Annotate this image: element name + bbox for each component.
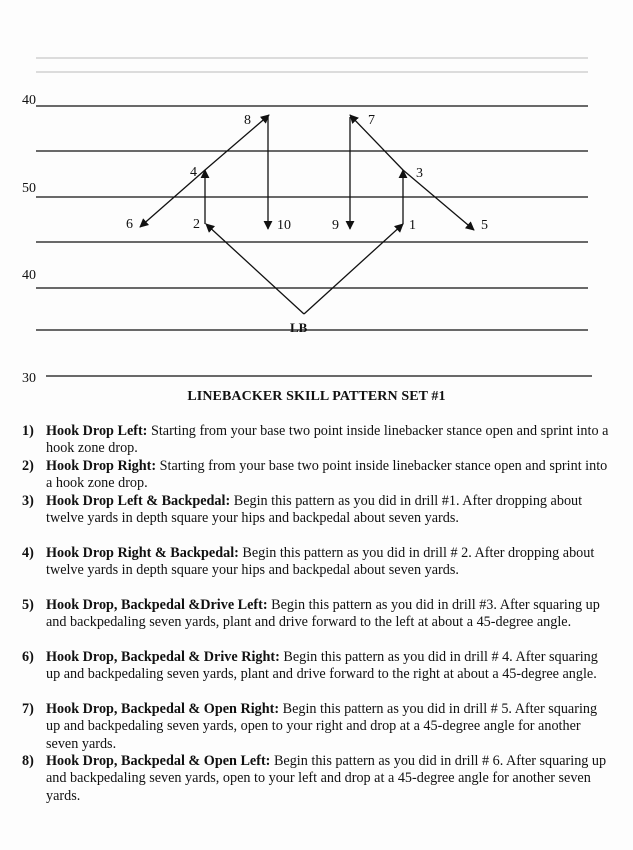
drill-description: Begin this pattern as you did in drill # 5. After squaring up and backpedaling seven yards, open to your right and drop at a 45-degree angle for another seven yards.: [46, 701, 598, 752]
route-lb-to-1: [304, 224, 403, 314]
drill-description: Starting from your base two point inside linebacker stance open and sprint into a hook zone drop.: [46, 423, 609, 457]
drill-description: Begin this pattern as you did in drill #3. After squaring up and backpedaling seven yards, plant and drive forward to the left at about a 45-degree angle.: [46, 597, 600, 631]
drill-number: 7): [22, 701, 34, 717]
route-number-1: 1: [409, 218, 416, 233]
drill-description: Begin this pattern as you did in drill # 2. After dropping about twelve yards in depth square your hips and backpedal about seven yards.: [46, 545, 595, 579]
drill-name: Hook Drop Right & Backpedal:: [46, 545, 239, 561]
drill-number: 5): [22, 597, 34, 613]
drill-number: 3): [22, 493, 34, 509]
page-title: LINEBACKER SKILL PATTERN SET #1: [187, 389, 446, 404]
route-diagram: [0, 0, 633, 385]
yard-lines: [36, 106, 592, 376]
drill-name: Hook Drop, Backpedal & Drive Right:: [46, 649, 280, 665]
drill-description: Begin this pattern as you did in drill # 6. After squaring up and backpedaling seven yards, open to your left and drop at a 45-degree angle for another seven yards.: [46, 753, 607, 804]
list-item: [22, 458, 612, 493]
drill-number: 2): [22, 458, 34, 474]
route-3-to-7: [350, 115, 403, 170]
list-item: [22, 423, 612, 458]
route-arrows: [140, 115, 474, 314]
list-item: [22, 545, 612, 580]
list-item: [22, 753, 612, 805]
route-lb-to-2: [206, 224, 304, 314]
yard-label-40-top: 40: [22, 93, 36, 108]
route-number-10: 10: [277, 218, 291, 233]
drill-name: Hook Drop Right:: [46, 458, 157, 474]
drill-number: 4): [22, 545, 34, 561]
route-4-to-8: [205, 115, 269, 170]
list-item: [22, 649, 612, 684]
drill-number: 8): [22, 753, 34, 769]
drill-name: Hook Drop Left & Backpedal:: [46, 493, 231, 509]
route-number-3: 3: [416, 166, 423, 181]
route-number-7: 7: [368, 113, 375, 128]
drill-description: Starting from your base two point inside linebacker stance open and sprint into a hook zone drop.: [46, 458, 608, 492]
route-number-4: 4: [190, 165, 197, 180]
yard-label-50: 50: [22, 181, 36, 196]
drill-name: Hook Drop Left:: [46, 423, 148, 439]
yard-label-40-bottom: 40: [22, 268, 36, 283]
route-number-8: 8: [244, 113, 251, 128]
drill-name: Hook Drop, Backpedal &Drive Left:: [46, 597, 268, 613]
linebacker-label: LB: [290, 320, 308, 335]
route-number-6: 6: [126, 217, 133, 232]
route-number-9: 9: [332, 218, 339, 233]
bleed-through-lines: [36, 58, 588, 72]
drill-name: Hook Drop, Backpedal & Open Right:: [46, 701, 280, 717]
route-number-5: 5: [481, 218, 488, 233]
list-item: [22, 701, 612, 753]
yard-label-30: 30: [22, 371, 36, 386]
route-number-2: 2: [193, 217, 200, 232]
drill-name: Hook Drop, Backpedal & Open Left:: [46, 753, 271, 769]
list-item: [22, 597, 612, 632]
drill-description: Begin this pattern as you did in drill # 4. After squaring up and backpedaling seven yards, plant and drive forward to the right at about a 45-degree angle.: [46, 649, 598, 683]
list-item: [22, 493, 612, 528]
drill-number: 1): [22, 423, 34, 439]
drill-description: Begin this pattern as you did in drill #1. After dropping about twelve yards in depth square your hips and backpedal about seven yards.: [46, 493, 583, 527]
drill-number: 6): [22, 649, 34, 665]
